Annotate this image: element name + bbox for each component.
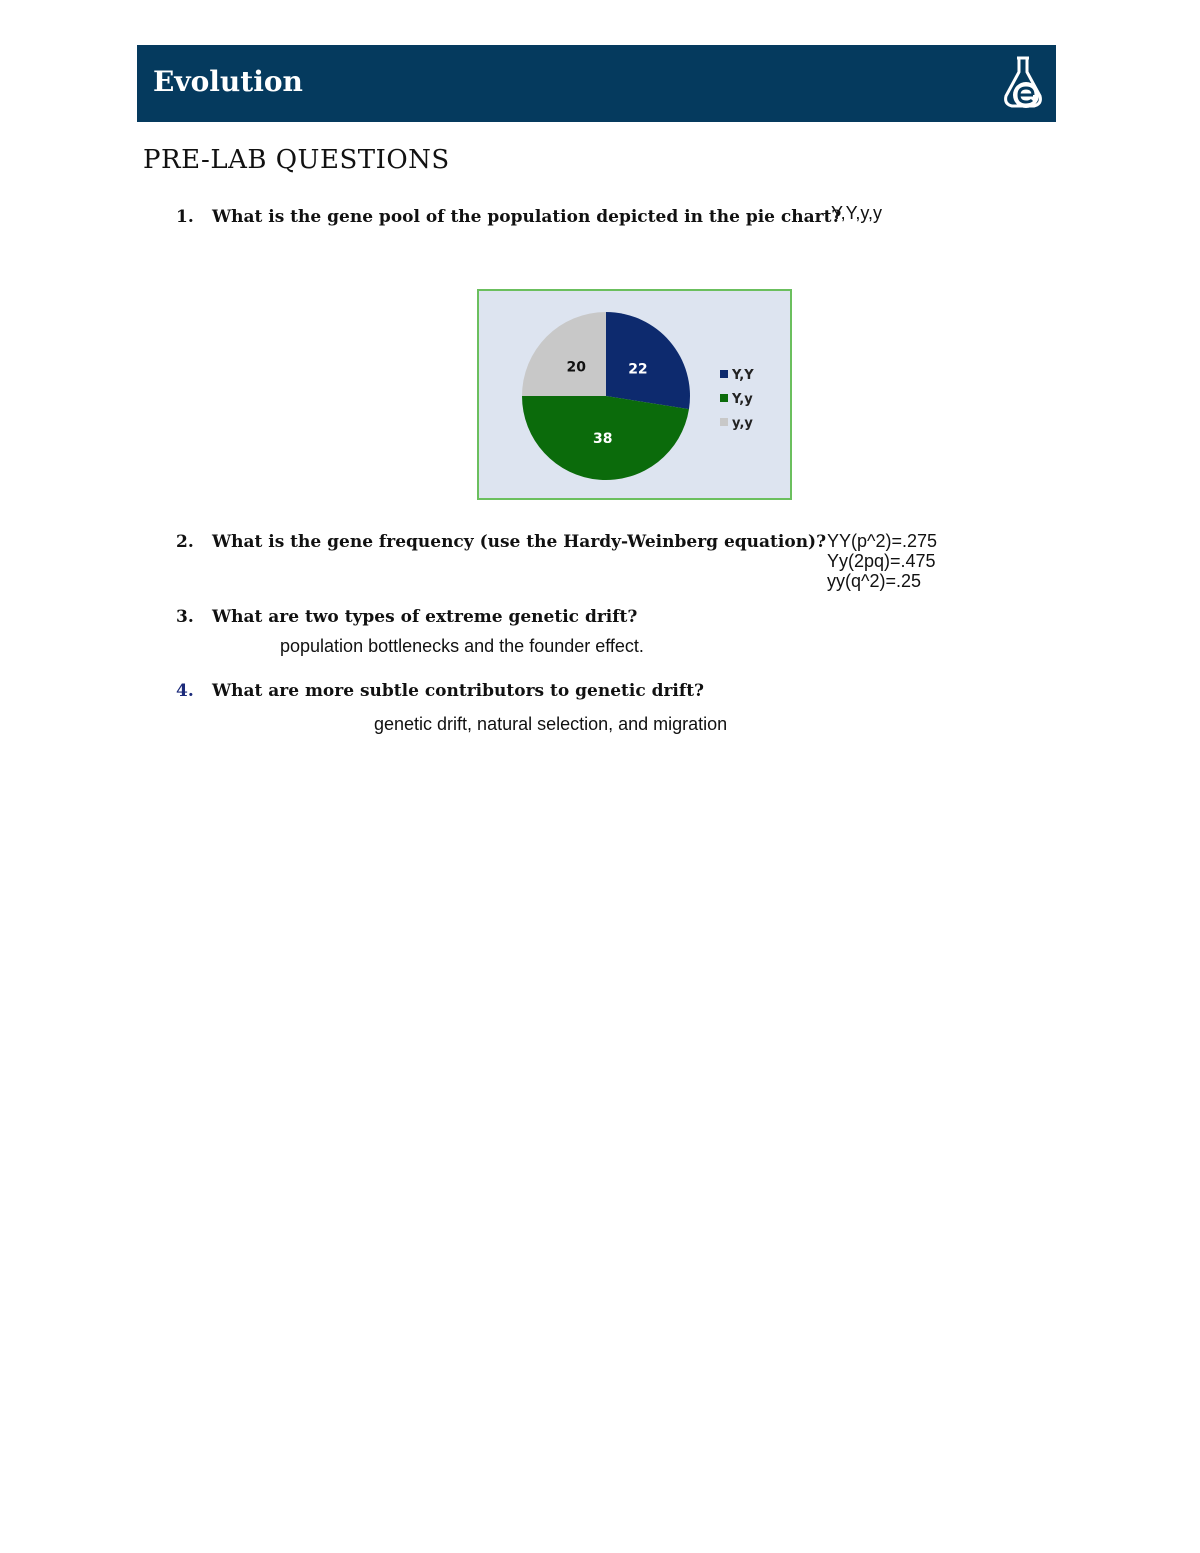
question-text: What is the gene frequency (use the Hardy-Weinberg equation)? <box>212 532 827 552</box>
answer-line: YY(p^2)=.275 <box>827 531 938 551</box>
question-2 <box>176 532 826 552</box>
legend-label-1: Y,y <box>732 392 753 407</box>
question-number: 3. <box>176 607 194 627</box>
legend-swatch-0 <box>720 370 728 378</box>
data-label-1: 38 <box>592 430 613 447</box>
legend-swatch-2 <box>720 418 728 426</box>
legend-label-2: y,y <box>732 416 753 431</box>
question-1 <box>176 207 841 227</box>
answer-1: Y,Y,y,y <box>831 203 883 223</box>
pie-chart-svg <box>479 291 790 498</box>
answer-line: Yy(2pq)=.475 <box>827 551 936 571</box>
header-banner <box>137 45 1056 122</box>
question-number: 4. <box>176 681 194 701</box>
section-heading: PRE-LAB QUESTIONS <box>143 145 450 175</box>
pie-chart <box>477 289 792 500</box>
answer-4: genetic drift, natural selection, and migration <box>374 714 728 734</box>
answer-3: population bottlenecks and the founder effect. <box>280 636 644 656</box>
question-text: What are more subtle contributors to genetic drift? <box>212 681 705 701</box>
page-title: Evolution <box>153 65 303 98</box>
answer-2 <box>827 531 937 591</box>
legend-swatch-1 <box>720 394 728 402</box>
legend-label-0: Y,Y <box>732 368 754 383</box>
question-number: 2. <box>176 532 194 552</box>
question-3 <box>176 607 637 627</box>
pie-slice-2 <box>522 312 606 396</box>
data-label-0: 22 <box>628 361 648 378</box>
question-text: What is the gene pool of the population depicted in the pie chart? <box>212 207 842 227</box>
pie-slice-0 <box>606 312 690 409</box>
question-text: What are two types of extreme genetic drift? <box>212 607 638 627</box>
question-4 <box>176 681 704 701</box>
flask-logo-icon <box>1000 54 1046 112</box>
answer-line: yy(q^2)=.25 <box>827 571 921 591</box>
data-label-2: 20 <box>566 359 587 376</box>
question-number: 1. <box>176 207 194 227</box>
